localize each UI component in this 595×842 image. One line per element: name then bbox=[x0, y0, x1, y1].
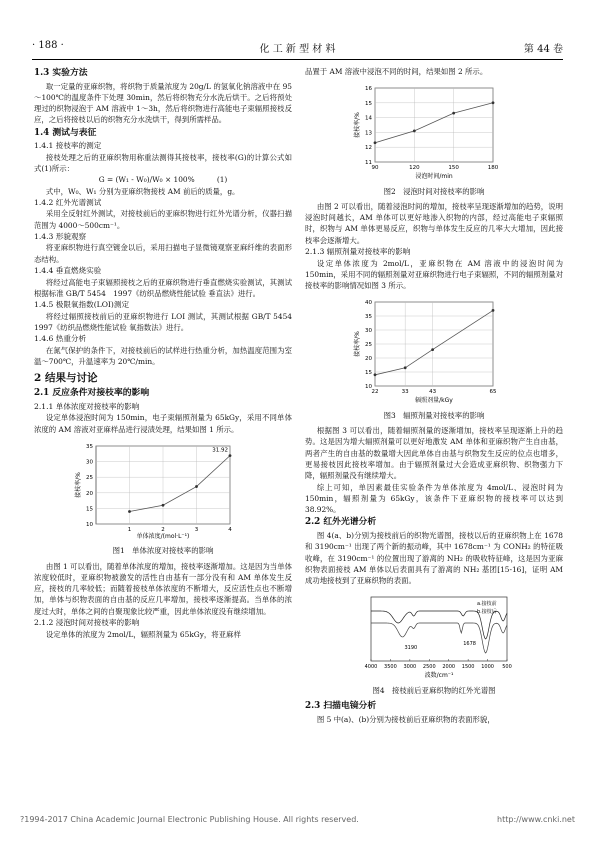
subsection-heading: 1.4.2 红外光谱测试 bbox=[34, 197, 102, 207]
figure-3 bbox=[305, 296, 563, 421]
section-heading: 2.1 反应条件对接枝率的影响 bbox=[34, 388, 150, 399]
data-point bbox=[492, 102, 495, 105]
x-tick-label: 65 bbox=[489, 389, 497, 396]
section-heading: 1.3 实验方法 bbox=[34, 68, 88, 78]
section-heading: 2.2 红外光谱分析 bbox=[305, 517, 377, 528]
figure-4-chart bbox=[305, 591, 563, 679]
data-series-line bbox=[375, 103, 493, 143]
figure-1-chart bbox=[34, 440, 292, 540]
figure-caption: 图1 单体浓度对接枝率的影响 bbox=[112, 546, 214, 556]
section-heading: 2.3 扫描电镜分析 bbox=[305, 701, 377, 712]
x-tick-label: 180 bbox=[487, 165, 499, 172]
data-point bbox=[452, 112, 455, 115]
figure-1 bbox=[34, 440, 292, 557]
y-tick-label: 12 bbox=[365, 145, 372, 152]
y-tick-label: 40 bbox=[365, 300, 372, 307]
data-series-line bbox=[375, 311, 493, 375]
x-tick-label: 22 bbox=[371, 389, 379, 396]
y-tick-label: 20 bbox=[365, 356, 372, 363]
data-point bbox=[431, 349, 434, 352]
x-tick-label: 120 bbox=[409, 165, 420, 172]
y-tick-label: 30 bbox=[86, 459, 93, 466]
figure-caption: 图3 辐照剂量对接枝率的影响 bbox=[383, 410, 485, 420]
paragraph: 综上可知，单因素最佳实验条件为单体浓度为 4mol/L、浸泡时间为 150min，辐照剂量为 65kGy，该条件下亚麻织物的接枝率可以达到 38.92%。 bbox=[305, 482, 563, 515]
data-point bbox=[195, 485, 198, 488]
y-tick-label: 15 bbox=[86, 506, 93, 513]
y-tick-label: 20 bbox=[86, 490, 93, 497]
paragraph: 由图 2 可以看出，随着浸泡时间的增加，接枝率呈现逐渐增加的趋势，说明浸泡时间越长，AM 单体可以更好地渗入织物的内部，经过高能电子束辐照时，织物与 AM 单体更易反应，织物与单体发生反应的几率大大增加，因此接枝率会逐渐增大。 bbox=[305, 201, 563, 245]
running-header bbox=[32, 40, 563, 56]
paragraph: 品置于 AM 溶液中浸泡不同的时间，结果如图 2 所示。 bbox=[305, 67, 488, 76]
paragraph: 采用全反射红外测试，对接枝前后的亚麻织物进行红外光谱分析，仪器扫描范围为 4000～500cm⁻¹。 bbox=[34, 209, 292, 230]
x-tick-label: 1000 bbox=[481, 664, 494, 671]
paragraph: 图 5 中(a)、(b)分别为接枝前后亚麻织物的表面形貌， bbox=[316, 714, 495, 724]
figure-caption: 图4 接枝前后亚麻织物的红外光谱图 bbox=[372, 685, 496, 695]
figure-caption: 图2 浸泡时间对接枝率的影响 bbox=[383, 186, 485, 196]
x-tick-label: 4 bbox=[228, 526, 232, 533]
y-axis-label: 接枝率/% bbox=[354, 331, 361, 358]
footer-url: http://www.cnki.net bbox=[497, 815, 575, 824]
section-heading: 2 结果与讨论 bbox=[34, 372, 98, 385]
x-tick-label: 3 bbox=[194, 526, 199, 533]
subsection-heading: 1.4.4 垂直燃烧实验 bbox=[34, 266, 102, 276]
y-tick-label: 25 bbox=[86, 475, 93, 482]
data-point bbox=[413, 130, 416, 133]
plot-frame bbox=[375, 88, 493, 162]
paragraph: 设定单体浸泡时间为 150min，电子束辐照剂量为 65kGy，采用不同单体浓度的 AM 溶液对亚麻样品进行浸渍处理，结果如图 1 所示。 bbox=[34, 413, 292, 434]
x-tick-label: 90 bbox=[371, 165, 379, 172]
figure-2 bbox=[305, 82, 563, 197]
data-point bbox=[374, 374, 377, 377]
figure-3-chart bbox=[305, 296, 563, 404]
data-point bbox=[492, 309, 495, 312]
spectrum-line bbox=[371, 611, 507, 639]
x-tick-label: 3000 bbox=[403, 664, 417, 671]
y-tick-label: 10 bbox=[86, 521, 93, 528]
x-tick-label: 3500 bbox=[384, 664, 397, 671]
x-tick-label: 2500 bbox=[422, 664, 436, 671]
subsection-heading: 1.4.6 热重分析 bbox=[34, 334, 87, 344]
y-tick-label: 14 bbox=[365, 115, 372, 122]
data-point bbox=[374, 142, 377, 145]
x-axis-label: 单体浓度/(mol·L⁻¹) bbox=[136, 532, 190, 540]
data-series-line bbox=[130, 456, 231, 512]
x-tick-label: 43 bbox=[429, 389, 437, 396]
page-number: · 188 · bbox=[32, 40, 64, 51]
data-label: 31.92 bbox=[212, 447, 228, 454]
subsection-heading: 1.4.5 极限氧指数(LOI)测定 bbox=[34, 300, 130, 310]
paragraph: 设定单体的浓度为 2mol/L，辐照剂量为 65kGy，将亚麻样 bbox=[45, 629, 241, 639]
x-tick-label: 150 bbox=[448, 165, 459, 172]
paragraph: 式中，W₀、W₁ 分别为亚麻织物接枝 AM 前后的质量，g。 bbox=[45, 186, 240, 196]
copyright-text: ?1994-2017 China Academic Journal Electronic Publishing House. All rights reserved. bbox=[20, 815, 359, 824]
x-tick-label: 2000 bbox=[442, 664, 456, 671]
paragraph: 根据图 3 可以看出，随着辐照剂量的逐渐增加，接枝率呈现逐渐上升的趋势。这是因为增大辐照剂量可以更好地激发 AM 单体和亚麻织物产生自由基，两者产生的自由基的数量增大因此单体自由基与织物发生反应的位点也增多，更易接枝因此接枝率增加。由于辐照剂量过大会造成亚麻织物、织物强力下降，辐照剂量没有继续增大。 bbox=[305, 426, 563, 481]
paragraph: 将亚麻织物进行真空镀金以后，采用扫描电子显微镜观察亚麻纤维的表面形态结构。 bbox=[34, 243, 292, 264]
y-tick-label: 13 bbox=[365, 130, 372, 137]
y-tick-label: 15 bbox=[365, 101, 372, 108]
figure-4 bbox=[305, 591, 563, 696]
y-tick-label: 16 bbox=[365, 86, 372, 93]
paragraph: 接枝处理之后的亚麻织物用称重法测得其接枝率，接枝率(G)的计算公式如式(1)所示： bbox=[34, 152, 292, 173]
x-tick-label: 33 bbox=[401, 389, 409, 396]
peak-label: 3190 bbox=[404, 645, 418, 652]
peak-label: 1678 bbox=[463, 641, 476, 648]
y-tick-label: 35 bbox=[365, 314, 372, 321]
header-rule bbox=[32, 59, 563, 60]
y-tick-label: 15 bbox=[365, 370, 372, 377]
paragraph: 由图 1 可以看出，随着单体浓度的增加，接枝率逐渐增加。这是因为当单体浓度较低时，亚麻织物被激发的活性自由基有一部分没有和 AM 单体发生反应，接枝的几率较低；而随着接枝单体浓度的不断增大，反应活性点也不断增加，单体与织物表面的自由基的反应几率增加，接枝率逐渐提高。当单体的浓度过大时，单体之间的自聚现象比较严重，因此单体浓度没有继续增加。 bbox=[34, 561, 292, 616]
x-tick-label: 1 bbox=[127, 526, 132, 533]
x-axis-label: 浸泡时间/min bbox=[415, 173, 453, 181]
y-tick-label: 35 bbox=[86, 443, 93, 450]
volume-label: 第 44 卷 bbox=[523, 44, 563, 55]
y-tick-label: 30 bbox=[365, 328, 372, 335]
x-tick-label: 500 bbox=[502, 664, 512, 671]
x-axis-label: 波数/cm⁻¹ bbox=[424, 672, 454, 680]
x-axis-label: 辐照剂量/kGy bbox=[415, 397, 453, 405]
data-point bbox=[229, 454, 232, 457]
page-footer bbox=[20, 815, 575, 824]
data-point bbox=[404, 367, 407, 370]
subsection-heading: 2.1.1 单体浓度对接枝率的影响 bbox=[34, 401, 140, 411]
legend-label: a.接枝前 bbox=[477, 601, 497, 608]
subsection-heading: 2.1.2 浸泡时间对接枝率的影响 bbox=[34, 618, 140, 628]
x-tick-label: 1500 bbox=[461, 664, 475, 671]
y-axis-label: 接枝率/% bbox=[75, 472, 82, 498]
subsection-heading: 1.4.3 形貌观察 bbox=[34, 231, 87, 241]
legend-label: b.接枝后 bbox=[477, 609, 497, 616]
y-tick-label: 11 bbox=[365, 160, 372, 167]
x-tick-label: 2 bbox=[161, 526, 165, 533]
paragraph: 将经过辐照接枝前后的亚麻织物进行 LOI 测试，其测试根据 GB/T 5454 1997《纺织品燃烧性能试验 氧指数法》进行。 bbox=[34, 311, 300, 332]
paragraph: 将经过高能电子束辐照接枝之后的亚麻织物进行垂直燃烧实验测试，其测试根据标准 GB/T 5454 1997《纺织品燃烧性能试验 垂直法》进行。 bbox=[34, 277, 292, 298]
paragraph: 设定单体浓度为 2mol/L，亚麻织物在 AM 溶液中的浸泡时间为 150min，采用不同的辐照剂量对亚麻织物进行电子束辐照，不同的辐照剂量对接枝率的影响情况如图 3 所示。 bbox=[305, 258, 563, 291]
paragraph: 在氮气保护的条件下，对接枝前后的试样进行热重分析，加热温度范围为室温～700℃，升温速率为 20℃/min。 bbox=[34, 345, 292, 367]
subsection-heading: 2.1.3 辐照剂量对接枝率的影响 bbox=[305, 247, 411, 257]
data-point bbox=[128, 510, 131, 513]
equation: G = (W₁ - W₀)/W₀ × 100% (1) bbox=[98, 175, 228, 185]
y-axis-label: 接枝率/% bbox=[354, 112, 361, 139]
x-tick-label: 4000 bbox=[364, 664, 378, 671]
journal-name: 化 工 新 型 材 料 bbox=[259, 44, 336, 55]
left-column bbox=[34, 66, 300, 640]
paragraph: 图 4(a、b)分别为接枝前后的织物光谱图，接枝以后的亚麻织物上在 1678 和 3190cm⁻¹ 出现了两个新的振动峰，其中 1678cm⁻¹ 为 CONH₂ 的特征吸收峰，在 3190cm⁻¹ 的位置出现了游离的 NH₂ 的吸收特征峰，这是因为亚麻织物表面接枝 AM 单体以后表面具有了游离的 NH₂ 基团[15-16]，证明 AM 成功地接枝到了亚麻织物的表面。 bbox=[305, 530, 563, 586]
y-tick-label: 25 bbox=[365, 342, 372, 349]
y-tick-label: 10 bbox=[365, 384, 372, 391]
paragraph: 取一定量的亚麻织物，将织物于质量浓度为 20g/L 的氢氧化钠溶液中在 95～100℃的温度条件下处理 30min，然后将织物充分水洗后烘干。之后将预处理过的织物浸泡于 AM 溶液中 1～3h，然后将织物进行高能电子束辐照接枝反应，之后将接枝以后的织物充分水洗烘干，得到所需样品。 bbox=[34, 81, 292, 125]
right-column bbox=[305, 66, 563, 725]
figure-2-chart bbox=[305, 82, 563, 180]
section-heading: 1.4 测试与表征 bbox=[34, 127, 97, 138]
data-point bbox=[162, 504, 165, 507]
subsection-heading: 1.4.1 接枝率的测定 bbox=[34, 141, 102, 151]
